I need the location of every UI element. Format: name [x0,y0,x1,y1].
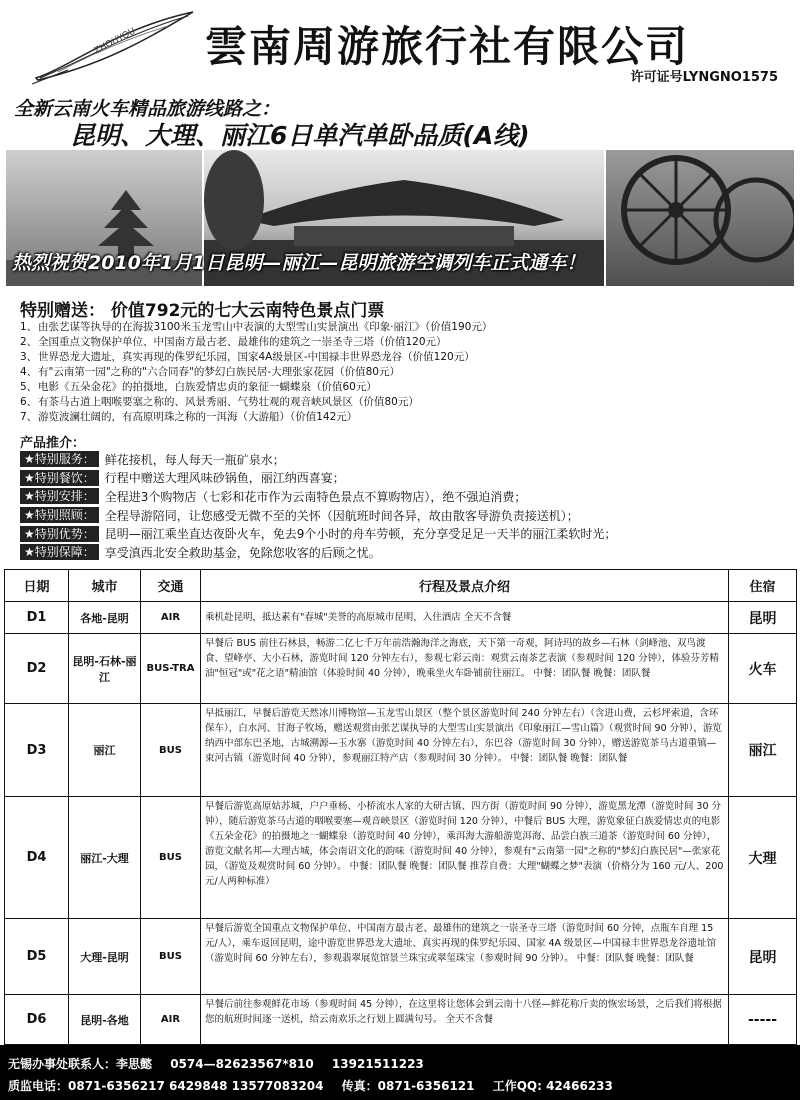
city-cell: 大理-昆明 [69,919,141,995]
header-stay: 住宿 [729,570,797,602]
contact-person: 无锡办事处联系人：李思懿 [8,1057,153,1071]
transport-cell: AIR [141,995,201,1045]
feature-tag: ★特别照顾： [20,507,99,523]
feature-text: 鲜花接机，每人每天一瓶矿泉水； [104,452,285,467]
photo-banner [6,150,794,286]
city-cell: 昆明-石林-丽江 [69,634,141,704]
feature-tag: ★特别服务： [20,451,99,467]
gift-title: 特别赠送： 价值792元的七大云南特色景点门票 [20,301,385,321]
waterwheel-photo [606,150,794,286]
waterwheel-icon [606,150,794,286]
feature-row [20,524,795,543]
city-cell: 丽江-大理 [69,797,141,919]
description-cell: 早餐后 BUS 前往石林县，畅游二亿七千万年前浩瀚海洋之海底，天下第一奇观，阿诗玛的故乡—石林（剑峰池、双鸟渡食、望峰亭、大小石林，游览时间 120 分钟左右），参观七彩云南：观赏云南茶艺表演（参观时间 120 分钟），体验芬芳精油"恒冠"或"花之语"精油馆（体验时间 40 分钟），晚乘坐火车卧铺前往丽江。 中餐：团队餐 晚餐：团队餐 [201,634,729,704]
feature-tag: ★特别优势： [20,526,99,542]
header-day: 日期 [5,570,69,602]
list-item: 3、世界恐龙大遗址，真实再现的侏罗纪乐园，国家4A级景区-中国禄丰世界恐龙谷（价值120元） [20,351,475,363]
table-header [5,570,797,602]
day-cell: D1 [5,602,69,634]
day-cell: D3 [5,704,69,797]
phone-office: 0574—82623567*810 [170,1057,314,1071]
table-row [5,704,797,797]
feature-text: 昆明—丽江乘坐直达夜卧火车，免去9个小时的舟车劳顿，充分享受足足一天半的丽江柔软时光； [104,527,617,542]
day-cell: D2 [5,634,69,704]
stay-cell: 昆明 [729,602,797,634]
quality-phone: 质监电话：0871-6356217 6429848 13577083204 [8,1079,324,1093]
list-item: 1、由张艺谋等执导的在海拔3100米玉龙雪山中表演的大型雪山实景演出《印象·丽江》（价值190元） [20,321,493,333]
company-name: 雲南周游旅行社有限公司 [205,22,690,71]
footer-line1 [8,1055,438,1072]
stay-cell: 丽江 [729,704,797,797]
gift-list [20,320,790,425]
day-cell: D4 [5,797,69,919]
city-cell: 丽江 [69,704,141,797]
feather-logo-icon [28,8,198,86]
table-row [5,602,797,634]
headline-line1: 全新云南火车精品旅游线路之： [14,98,281,120]
description-cell: 早餐后前往参观鲜花市场（参观时间 45 分钟），在这里将让您体会到云南十八怪—鲜花称斤卖的恢宏场景，之后我们将根据您的航班时间逐一送机，给云南欢乐之行划上圆满句号。 全天不含餐 [201,995,729,1045]
feature-tag: ★特别餐饮： [20,470,99,486]
city-cell: 昆明-各地 [69,995,141,1045]
transport-cell: BUS [141,704,201,797]
stay-cell: 大理 [729,797,797,919]
transport-cell: AIR [141,602,201,634]
header-desc: 行程及景点介绍 [201,570,729,602]
feature-row [20,450,795,469]
footer-line2 [8,1077,627,1094]
description-cell: 早餐后游览全国重点文物保护单位、中国南方最古老、最雄伟的建筑之一崇圣寺三塔（游览时间 60 分钟，点瓶车自理 15 元/人），乘车返回昆明，途中游览世界恐龙大遗址、真实再现的侏罗纪乐园、国家 4A 级景区—中国禄丰世界恐龙谷遗址馆（游览时间 60 分钟左右），参观翡翠展览馆景兰珠宝或翠玺珠宝（参观时间 90 分钟）。 中餐：团队餐 晚餐：团队餐 [201,919,729,995]
list-item: 2、全国重点文物保护单位、中国南方最古老、最雄伟的建筑之一崇圣寺三塔（价值120元） [20,336,447,348]
feature-row [20,469,795,488]
fax-number: 传真：0871-6356121 [341,1079,475,1093]
stay-cell: 火车 [729,634,797,704]
contact-footer [0,1045,800,1100]
description-cell: 早抵丽江，早餐后游览天然冰川博物馆—玉龙雪山景区（整个景区游览时间 240 分钟左右）（含进山费，云杉坪索道，含环保车），白水河、甘海子牧场，赠送观赏由张艺谋执导的大型雪山实景演出《印象丽江—雪山篇》（观赏时间 90 分钟），游览纳西中部东巴圣地，古城溯源—玉水寨（游览时间 40 分钟左右），东巴谷（游览时间 30 分钟），赠送游览茶马古道重镇—束河古镇（游览时间 40 分钟），参观丽江特产店（参观时间 30 分钟）。 中餐：团队餐 晚餐：团队餐 [201,704,729,797]
feature-text: 全程进3个购物店（七彩和花市作为云南特色景点不算购物店），绝不强迫消费； [104,489,527,504]
itinerary-table [4,569,797,1045]
banner-headline: 热烈祝贺2010年1月1日昆明—丽江—昆明旅游空调列车正式通车！ [12,252,586,274]
feature-row [20,487,795,506]
transport-cell: BUS [141,797,201,919]
work-qq: 工作QQ: 42466233 [492,1079,613,1093]
stay-cell: ----- [729,995,797,1045]
table-row [5,919,797,995]
feature-row [20,543,795,562]
city-cell: 各地-昆明 [69,602,141,634]
license-number: 许可证号LYNGNO1575 [630,70,778,85]
feature-text: 行程中赠送大理风味砂锅鱼，丽江纳西喜宴； [104,471,345,486]
table-row [5,634,797,704]
transport-cell: BUS [141,919,201,995]
day-cell: D6 [5,995,69,1045]
feature-text: 全程导游陪同，让您感受无微不至的关怀（因航班时间各异，故由散客导游负责接送机）； [104,508,579,523]
description-cell: 早餐后游览高原姑苏城，户户垂杨、小桥流水人家的大研古镇、四方街（游览时间 90 分钟），游览黑龙潭（游览时间 30 分钟），随后游览茶马古道的咽喉要塞—观音峡景区（游览时间 120 分钟），中餐后 BUS 大理，游览象征白族爱情忠贞的电影《五朵金花》的拍摄地之一蝴蝶泉（游览时间 40 分钟），乘洱海大游船游览洱海、品尝白族三道茶（游览时间 60 分钟），游览文献名邦—大理古城，体会南诏文化的韵味（游览时间 40 分钟），参观有"云南第一园"之称的"梦幻白族民居"—张家花园，（游览及观赏时间 60 分钟）。 中餐：团队餐 晚餐：团队餐 推荐自费：大理"蝴蝶之梦"表演（价格分为 160 元/人、200 元/人两种标准） [201,797,729,919]
header-transport: 交通 [141,570,201,602]
header-city: 城市 [69,570,141,602]
feature-text: 享受滇西北安全救助基金，免除您收客的后顾之忧。 [104,545,381,560]
logo-text: ZHOUYOU [92,26,138,57]
list-item: 7、游览波澜壮阔的，有高原明珠之称的一洱海（大游船）（价值142元） [20,411,358,423]
stay-cell: 昆明 [729,919,797,995]
list-item: 4、有"云南第一园"之称的"六合同春"的梦幻白族民居-大理张家花园（价值80元） [20,366,400,378]
table-row [5,995,797,1045]
feature-tag: ★特别安排： [20,488,99,504]
transport-cell: BUS-TRA [141,634,201,704]
feature-row [20,506,795,525]
description-cell: 乘机赴昆明，抵达素有"春城"美誉的高原城市昆明，入住酒店 全天不含餐 [201,602,729,634]
list-item: 6、有茶马古道上咽喉要塞之称的、风景秀丽、气势壮观的观音峡风景区（价值80元） [20,396,419,408]
headline-line2: 昆明、大理、丽江6日单汽单卧品质(A线) [70,121,530,150]
feature-list [20,450,795,562]
intro-title: 产品推介： [20,436,86,451]
table-row [5,797,797,919]
day-cell: D5 [5,919,69,995]
page-header [0,0,800,88]
phone-mobile: 13921511223 [331,1057,424,1071]
feature-tag: ★特别保障： [20,544,99,560]
list-item: 5、电影《五朵金花》的拍摄地，白族爱情忠贞的象征一蝴蝶泉（价值60元） [20,381,377,393]
